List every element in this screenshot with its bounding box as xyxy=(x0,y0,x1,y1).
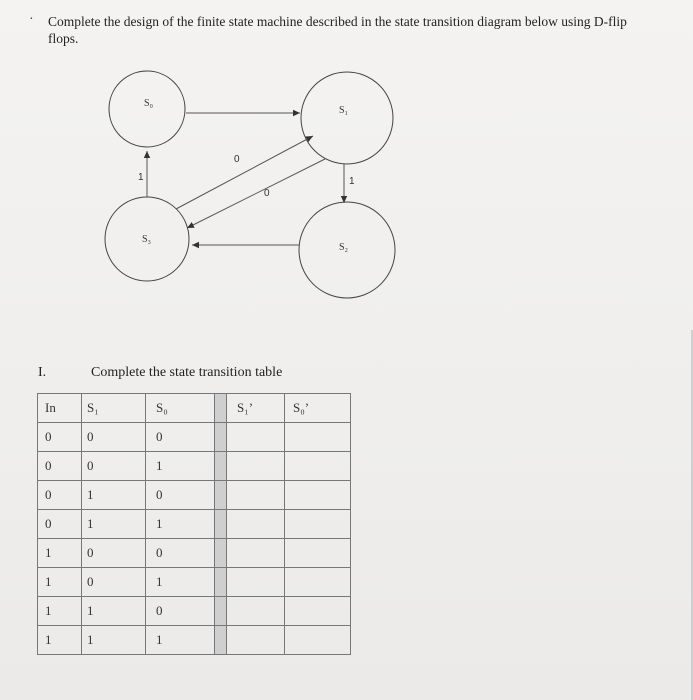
cell-s0: 1 xyxy=(146,568,215,597)
edge-s1-to-s3 xyxy=(187,159,325,228)
table-row xyxy=(38,568,351,597)
state-s1-circle xyxy=(301,72,393,164)
cell-s1: 1 xyxy=(82,510,146,539)
cell-s1-next[interactable] xyxy=(227,568,285,597)
cell-s0-next[interactable] xyxy=(285,539,351,568)
cell-separator xyxy=(215,481,227,510)
section-number: I. xyxy=(38,365,47,380)
cell-in: 0 xyxy=(38,423,82,452)
cell-separator xyxy=(215,452,227,481)
table-row xyxy=(38,539,351,568)
problem-statement: Complete the design of the finite state machine described in the state transition diagram below using D-flip flops. xyxy=(48,14,627,46)
table-row xyxy=(38,626,351,655)
table-header-row xyxy=(38,394,351,423)
header-s0: S₀ xyxy=(146,394,215,423)
cell-separator xyxy=(215,539,227,568)
state-s3-label: S₃ xyxy=(142,234,152,245)
cell-separator xyxy=(215,423,227,452)
section-title: Complete the state transition table xyxy=(91,365,283,380)
cell-s1-next[interactable] xyxy=(227,597,285,626)
state-s0-circle xyxy=(109,71,185,147)
edge-label-s1-to-s3: 0 xyxy=(264,188,270,199)
header-s1: S₁ xyxy=(82,394,146,423)
cell-in: 0 xyxy=(38,481,82,510)
table-row xyxy=(38,481,351,510)
table-row xyxy=(38,510,351,539)
cell-s1-next[interactable] xyxy=(227,481,285,510)
cell-s1: 0 xyxy=(82,452,146,481)
cell-in: 1 xyxy=(38,539,82,568)
edge-s3-to-s1 xyxy=(176,136,313,209)
header-in: In xyxy=(38,394,82,423)
cell-s0: 1 xyxy=(146,452,215,481)
state-s1-label: S₁ xyxy=(339,105,349,116)
cell-s0-next[interactable] xyxy=(285,481,351,510)
cell-s1-next[interactable] xyxy=(227,452,285,481)
cell-s1-next[interactable] xyxy=(227,510,285,539)
edge-label-s1-to-s2: 1 xyxy=(349,176,355,187)
cell-s0: 0 xyxy=(146,539,215,568)
header-s0-next: S₀’ xyxy=(285,394,351,423)
header-s1-next: S₁’ xyxy=(227,394,285,423)
cell-s0: 1 xyxy=(146,626,215,655)
cell-s0: 0 xyxy=(146,423,215,452)
cell-in: 1 xyxy=(38,568,82,597)
cell-s0: 1 xyxy=(146,510,215,539)
cell-s1: 1 xyxy=(82,597,146,626)
cell-s0-next[interactable] xyxy=(285,510,351,539)
edge-label-s3-to-s0: 1 xyxy=(138,172,144,183)
cell-separator xyxy=(215,597,227,626)
cell-in: 1 xyxy=(38,597,82,626)
cell-s0-next[interactable] xyxy=(285,423,351,452)
cell-separator xyxy=(215,626,227,655)
state-s2-label: S₂ xyxy=(339,242,349,253)
cell-s1-next[interactable] xyxy=(227,539,285,568)
cell-s0-next[interactable] xyxy=(285,568,351,597)
cell-s0-next[interactable] xyxy=(285,626,351,655)
cell-in: 0 xyxy=(38,510,82,539)
edge-label-s3-to-s1: 0 xyxy=(234,154,240,165)
cell-separator xyxy=(215,568,227,597)
cell-s0-next[interactable] xyxy=(285,597,351,626)
cell-s0-next[interactable] xyxy=(285,452,351,481)
cell-s1: 0 xyxy=(82,423,146,452)
table-row xyxy=(38,597,351,626)
state-s0-label: S₀ xyxy=(144,98,154,109)
cell-s1: 1 xyxy=(82,481,146,510)
cell-s1: 0 xyxy=(82,568,146,597)
bullet: · xyxy=(29,12,34,27)
state-transition-table xyxy=(37,393,351,655)
cell-s1-next[interactable] xyxy=(227,626,285,655)
cell-s1-next[interactable] xyxy=(227,423,285,452)
cell-in: 1 xyxy=(38,626,82,655)
table-row xyxy=(38,423,351,452)
cell-s0: 0 xyxy=(146,481,215,510)
cell-s0: 0 xyxy=(146,597,215,626)
cell-s1: 1 xyxy=(82,626,146,655)
table-row xyxy=(38,452,351,481)
cell-separator xyxy=(215,510,227,539)
cell-in: 0 xyxy=(38,452,82,481)
cell-s1: 0 xyxy=(82,539,146,568)
header-separator xyxy=(215,394,227,423)
